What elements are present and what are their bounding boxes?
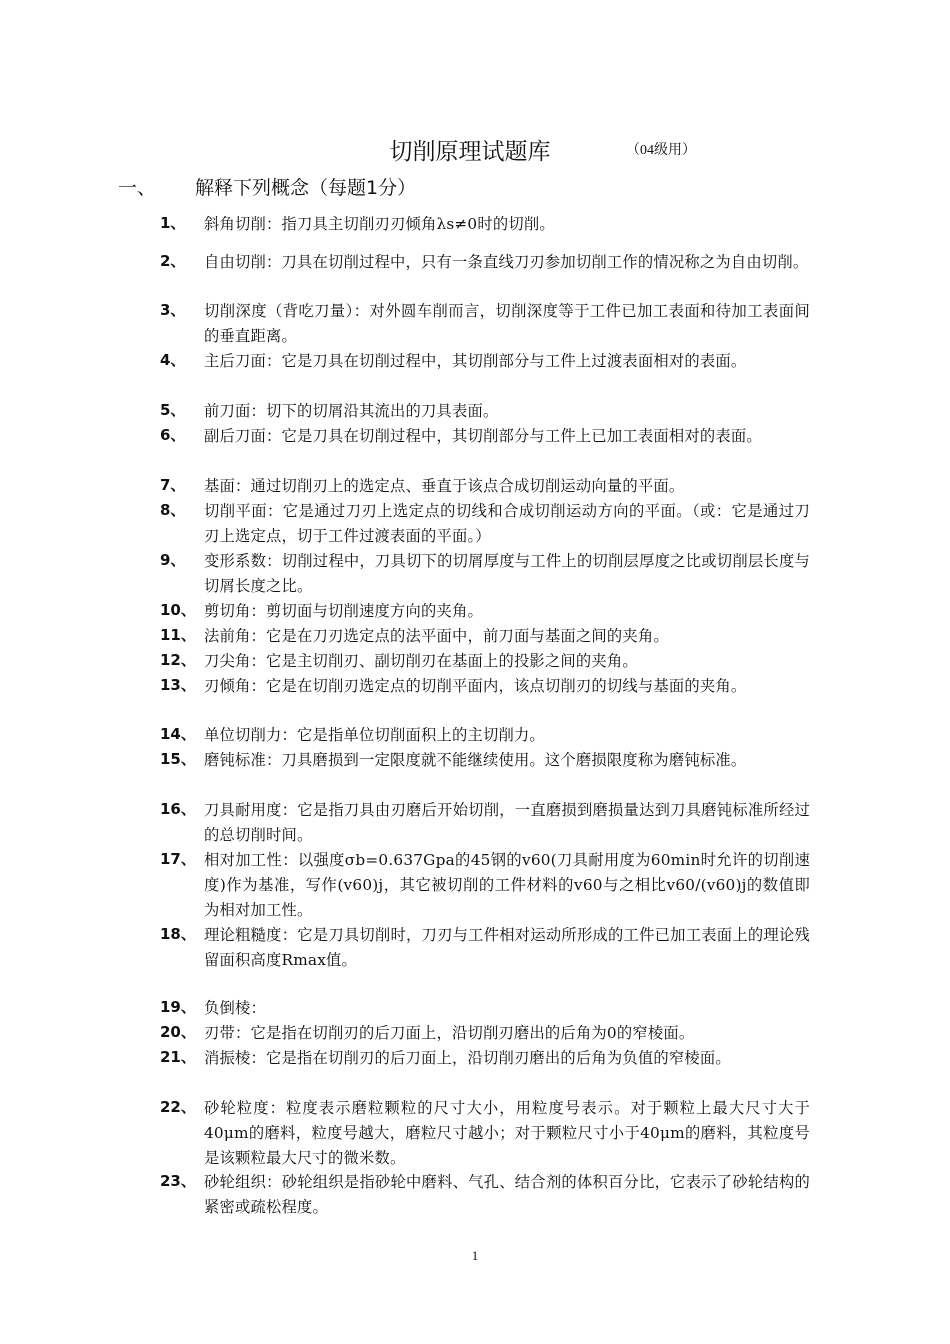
item-text: 副后刀面：它是刀具在切削过程中，其切削部分与工件上已加工表面相对的表面。 [204,427,762,445]
item-number: 4、 [160,351,186,369]
item-text: 单位切削力：它是指单位切削面积上的主切削力。 [204,726,545,744]
section-number: 一、 [118,177,157,199]
item-text: 刀具耐用度：它是指刀具由刃磨后开始切削，一直磨损到磨损量达到刀具磨钝标准所经过的总切削时间。 [204,801,810,844]
item-number: 1、 [160,214,186,232]
item-text: 斜角切削：指刀具主切削刃刃倾角λs≠0时的切削。 [204,215,555,233]
item-text: 自由切削：刀具在切削过程中，只有一条直线刀刃参加切削工作的情况称之为自由切削。 [204,253,809,271]
concept-item [160,1021,810,1046]
item-text: 负倒棱： [204,999,266,1017]
item-text: 砂轮组织：砂轮组织是指砂轮中磨料、气孔、结合剂的体积百分比，它表示了砂轮结构的紧密或疏松程度。 [204,1173,810,1216]
concept-item [160,599,810,624]
item-text: 理论粗糙度：它是刀具切削时，刀刃与工件相对运动所形成的工件已加工表面上的理论残留面积高度Rmax值。 [204,926,810,969]
item-text: 基面：通过切削刃上的选定点、垂直于该点合成切削运动向量的平面。 [204,477,685,495]
concept-item [160,474,810,499]
concept-item [160,1096,810,1171]
item-number: 9、 [160,551,186,569]
concept-item [160,624,810,649]
item-number: 23、 [160,1172,196,1190]
item-number: 2、 [160,252,186,270]
page-number: 1 [471,1248,479,1263]
item-text: 磨钝标准：刀具磨损到一定限度就不能继续使用。这个磨损限度称为磨钝标准。 [204,751,747,769]
item-number: 12、 [160,651,196,669]
item-number: 17、 [160,850,196,868]
item-text: 变形系数：切削过程中，刀具切下的切屑厚度与工件上的切削层厚度之比或切削层长度与切屑长度之比。 [204,552,810,595]
item-text: 消振棱：它是指在切削刃的后刀面上，沿切削刃磨出的后角为负值的窄棱面。 [204,1049,731,1067]
item-text: 刃带：它是指在切削刃的后刀面上，沿切削刃磨出的后角为0的窄棱面。 [204,1024,695,1042]
concept-item [160,250,810,275]
concept-item [160,212,810,237]
concept-item [160,996,810,1021]
concept-item [160,299,810,349]
item-text: 刀尖角：它是主切削刃、副切削刃在基面上的投影之间的夹角。 [204,652,638,670]
item-text: 法前角：它是在刀刃选定点的法平面中，前刀面与基面之间的夹角。 [204,627,669,645]
item-number: 10、 [160,601,196,619]
item-number: 8、 [160,501,186,519]
concept-item [160,349,810,374]
item-number: 3、 [160,301,186,319]
title-note: （04级用） [626,143,696,158]
section-heading [118,173,416,200]
item-number: 20、 [160,1023,196,1041]
item-text: 切削深度（背吃刀量）：对外圆车削而言，切削深度等于工件已加工表面和待加工表面间的垂直距离。 [204,302,810,345]
concept-item [160,549,810,599]
item-number: 19、 [160,998,196,1016]
item-number: 7、 [160,476,186,494]
concept-item [160,748,810,773]
item-text: 剪切角：剪切面与切削速度方向的夹角。 [204,602,483,620]
item-number: 5、 [160,401,186,419]
concept-item [160,723,810,748]
item-number: 13、 [160,676,196,694]
section-heading-text: 解释下列概念（每题1分） [195,177,417,199]
item-number: 16、 [160,800,196,818]
item-text: 前刀面：切下的切屑沿其流出的刀具表面。 [204,402,499,420]
item-number: 22、 [160,1098,196,1116]
item-text: 主后刀面：它是刀具在切削过程中，其切削部分与工件上过渡表面相对的表面。 [204,352,747,370]
item-text: 砂轮粒度：粒度表示磨粒颗粒的尺寸大小，用粒度号表示。对于颗粒上最大尺寸大于40μm的磨料，粒度号越大，磨粒尺寸越小；对于颗粒尺寸小于40μm的磨料，其粒度号是该颗粒最大尺寸的微米数。 [204,1099,810,1167]
item-number: 21、 [160,1048,196,1066]
item-number: 6、 [160,426,186,444]
item-number: 14、 [160,725,196,743]
item-text: 刃倾角：它是在切削刃选定点的切削平面内，该点切削刃的切线与基面的夹角。 [204,677,747,695]
concept-item [160,1046,810,1071]
item-text: 切削平面：它是通过刀刃上选定点的切线和合成切削运动方向的平面。（或：它是通过刀刃上选定点，切于工件过渡表面的平面。） [204,502,810,545]
concept-item [160,674,810,699]
title-main: 切削原理试题库 [389,139,551,165]
concept-item [160,649,810,674]
concept-item [160,798,810,848]
concept-item [160,399,810,424]
concept-item [160,923,810,973]
item-number: 18、 [160,925,196,943]
item-text: 相对加工性：以强度σb=0.637Gpa的45钢的v60(刀具耐用度为60min时允许的切削速度)作为基准，写作(v60)j，其它被切削的工件材料的v60与之相比v60/(v60)j的数值即为相对加工性。 [204,851,810,919]
concept-item [160,1170,810,1220]
concept-item [160,848,810,923]
item-number: 15、 [160,750,196,768]
concept-item [160,499,810,549]
page-title [0,133,950,166]
item-number: 11、 [160,626,196,644]
concept-item [160,424,810,449]
